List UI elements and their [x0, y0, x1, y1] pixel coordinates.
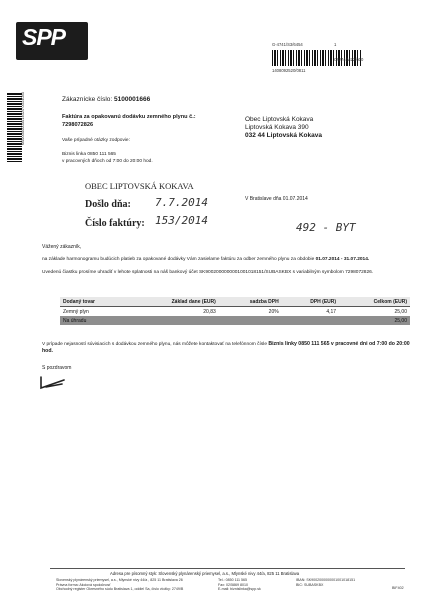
vertical-code: M000000000014020 0014040 [20, 92, 25, 146]
recipient-line1: Obec Liptovská Kokava [245, 116, 314, 123]
doc-code: G-4741/S3/6454 [272, 42, 303, 47]
table-header-row [60, 297, 410, 307]
recipient-line2: Liptovská Kokava 390 [245, 124, 309, 131]
questions-label: Vaše prípadné otázky zodpovie: [62, 138, 130, 143]
footer-company: Slovenský plynárenský priemysel, a.s., Mlynské nivy 44/a , 825 11 Bratislava 26 [56, 578, 183, 582]
recipient-line3: 032 44 Liptovská Kokava [245, 132, 322, 139]
para1-period: 01.07.2014 - 31.07.2014. [315, 257, 370, 262]
page-number: 1 [334, 42, 337, 47]
cell-base: 20,83 [203, 308, 216, 315]
footer-bic: BIC: SUBASKBX [296, 582, 324, 587]
body-paragraph-3 [42, 341, 412, 355]
footer-col-3 [296, 578, 355, 587]
stamp-org: OBEC LIPTOVSKÁ KOKAVA [85, 181, 194, 191]
footer-address: Adresa pre písomný styk: Slovenský plynárenský priemysel, a.s., Mlynské nivy 44/a, 825 11 Bratislava [110, 571, 300, 576]
para3-text: V prípade nejasností súvisiacich s dodávkou zemného plynu, nás môžete kontaktovať na telefónnom čísle [42, 342, 269, 347]
closing: S pozdravom [42, 365, 72, 371]
cell-vat: 4,17 [326, 308, 337, 315]
col-base: Základ dane (EUR) [128, 297, 218, 307]
col-vat-rate: sadzba DPH [219, 297, 282, 307]
cell-vat-rate: 20% [268, 308, 279, 315]
stamp-invoice-label: Číslo faktúry: [85, 218, 145, 229]
side-code: CW74(M22/600 [334, 57, 364, 62]
spp-logo-text: SPP [22, 24, 66, 50]
para3-contact: Biznis linky 0850 111 565 v pracovné dni od 7:00 do 20:00 hod. [42, 341, 410, 354]
table-row [60, 307, 410, 317]
signature [38, 373, 68, 391]
stamp-received-label: Došlo dňa: [85, 199, 131, 210]
col-vat: DPH (EUR) [282, 297, 339, 307]
business-line: Biznis linka 0850 111 565 [62, 152, 116, 157]
customer-number-value: 5100001666 [114, 96, 151, 103]
invoice-number: 7298072826 [62, 122, 94, 128]
recipient-address [245, 116, 322, 140]
stamp-received-value: 7.7.2014 [155, 196, 208, 209]
footer-phone: Tel.: 0850 111 565 [218, 578, 248, 582]
total-value: 25,00 [339, 316, 410, 325]
footer-iban: IBAN: SK9002000000001001018151 [296, 578, 356, 582]
footer-fax: Fax: 02/5869 8010 [218, 582, 248, 587]
salutation: Vážený zákazník, [42, 244, 82, 250]
stamp-invoice-value: 153/2014 [155, 214, 208, 227]
footer-col-2 [218, 578, 261, 592]
col-total: Celkom (EUR) [339, 297, 410, 307]
handwritten-note: 492 - BYT [296, 221, 356, 234]
customer-number [62, 96, 150, 103]
para1-text: na základe harmonogramu budúcich platieb za opakované dodávky Vám zasielame faktúru za odber zemného plynu za obdobie [42, 257, 316, 262]
col-goods: Dodaný tovar [60, 297, 128, 307]
cell-total: 25,00 [394, 308, 407, 315]
body-paragraph-1 [42, 257, 412, 263]
date-place: V Bratislave dňa 01.07.2014 [245, 196, 308, 202]
body-paragraph-2: Uvedenú čiastku prosíme uhradiť v lehote splatnosti na náš bankový účet SK9002000000001001018151/SUBASKBX s variabilným symbolom 7298072826. [42, 270, 374, 275]
footer-register: Obchodný register Okresného súdu Bratislava 1, oddiel Sa, číslo vložky: 2749/B [56, 587, 184, 592]
footer-email: E-mail: biznislinka@spp.sk [218, 587, 261, 592]
footer-col-1 [56, 578, 183, 592]
footer-legal-form: Právna forma: Akciová spoločnosť [56, 582, 111, 587]
business-hours: v pracovných dňoch od 7:00 do 20:00 hod. [62, 159, 153, 164]
invoice-table [60, 297, 410, 325]
invoice-label: Faktúra za opakovanú dodávku zemného plynu č.: [62, 114, 196, 120]
footer-divider [50, 568, 405, 569]
total-row [60, 316, 410, 325]
customer-number-label: Zákaznícke číslo: [62, 96, 113, 103]
total-label: Na úhradu [60, 316, 339, 325]
cell-goods: Zemný plyn [63, 308, 89, 315]
barcode-text: 1408092520/0811 [272, 68, 306, 73]
form-code: BIF402 [392, 586, 404, 590]
